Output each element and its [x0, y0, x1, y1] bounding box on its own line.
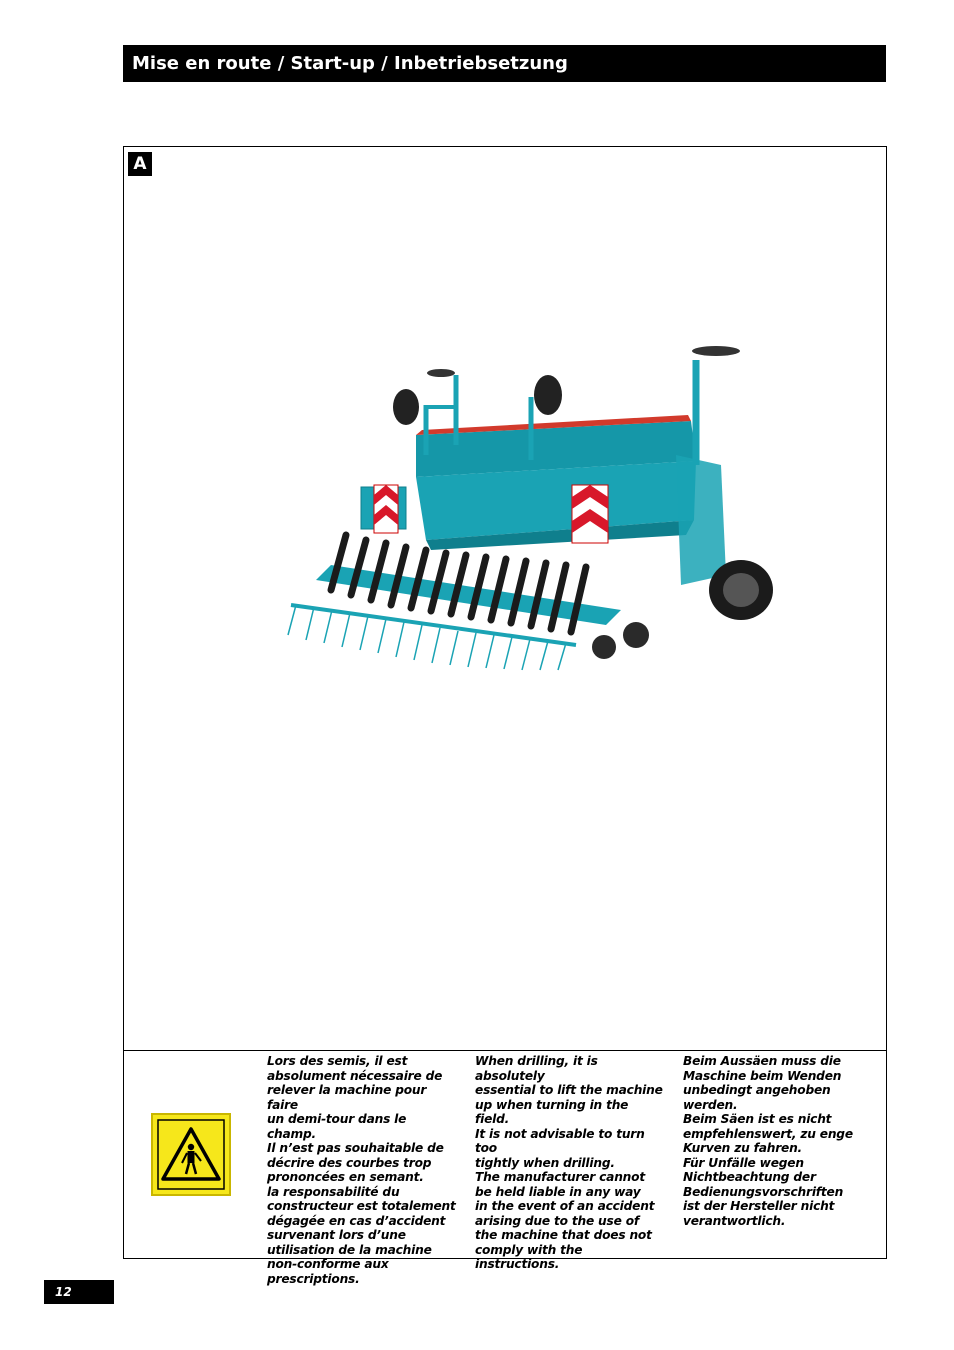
- figure-frame: [123, 146, 887, 1286]
- section-divider: [124, 1050, 886, 1051]
- page-number: 12: [44, 1280, 114, 1304]
- section-title: Mise en route / Start-up / Inbetriebsetzung: [132, 53, 568, 74]
- safety-warning-icon: [151, 1113, 231, 1196]
- hazard-board-left: [374, 485, 398, 533]
- hazard-board-right: [572, 485, 608, 543]
- warning-text-de: Beim Aussäen muss die Maschine beim Wenden unbedingt angehoben werden. Beim Säen ist es nicht empfehlenswert, zu enge Kurven zu fahren. Für Unfälle wegen Nichtbeachtung der Bedienungsvorschriften ist der Hersteller nicht verantwortlich.: [683, 1054, 853, 1228]
- warning-text-en: When drilling, it is absolutely essential to lift the machine up when turning in the field. It is not advisable to turn too tightly when drilling. The manufacturer cannot be held liable in any way in the event of an accident arising due to the use of the machine that does not comply with the instructions.: [475, 1054, 663, 1271]
- warning-text-fr: Lors des semis, il est absolument nécessaire de relever la machine pour faire un demi-tour dans le champ. Il n’est pas souhaitable de décrire des courbes trop prononcées en semant. la responsabilité du constructeur est totalement dégagée en cas d’accident survenant lors d’une utilisation de la machine non-conforme aux prescriptions.: [267, 1054, 456, 1286]
- seed-drill-illustration: [276, 335, 778, 671]
- section-header: [123, 45, 886, 82]
- figure-label: A: [128, 152, 152, 176]
